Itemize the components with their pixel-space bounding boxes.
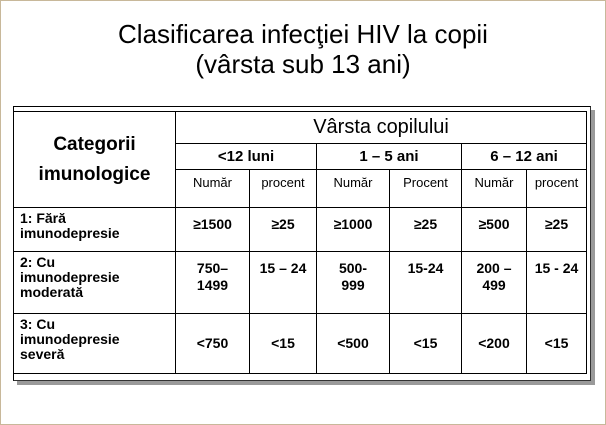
category-header	[14, 112, 176, 208]
value-cell: <15	[250, 314, 317, 374]
age-group-under-12-months: <12 luni	[176, 144, 317, 170]
value-cell	[176, 252, 250, 314]
value-cell	[317, 252, 390, 314]
value-line: 750–	[196, 260, 229, 276]
table-row	[14, 314, 587, 374]
value-cell: <500	[317, 314, 390, 374]
value-cell: <15	[390, 314, 462, 374]
row-label-line: moderată	[20, 284, 84, 300]
category-header-line-2: imunologice	[38, 163, 151, 185]
value-line: 200 –	[476, 260, 512, 276]
value-cell	[462, 252, 527, 314]
row-label-line: imunodepresie	[20, 225, 120, 241]
value-cell: ≥500	[462, 208, 527, 252]
value-cell: ≥25	[390, 208, 462, 252]
value-line: 15-24	[407, 260, 444, 276]
subheader-cell: Număr	[176, 170, 250, 208]
table-row	[14, 252, 587, 314]
subheader-cell: procent	[527, 170, 587, 208]
value-cell: ≥25	[527, 208, 587, 252]
value-line: 1499	[196, 277, 229, 293]
subheader-cell: Număr	[462, 170, 527, 208]
row-label-line: severă	[20, 346, 65, 362]
value-cell: <750	[176, 314, 250, 374]
row-label	[14, 252, 176, 314]
value-cell: ≥1500	[176, 208, 250, 252]
row-label-line: imunodepresie	[20, 269, 120, 285]
row-label	[14, 208, 176, 252]
title-line-1: Clasificarea infecţiei HIV la copii	[118, 19, 488, 49]
category-header-line-1: Categorii	[53, 133, 136, 155]
value-cell: <15	[527, 314, 587, 374]
title-line-2: (vârsta sub 13 ani)	[195, 49, 411, 79]
value-line: 999	[341, 277, 365, 293]
value-cell: ≥1000	[317, 208, 390, 252]
classification-table	[13, 111, 587, 374]
value-cell: <200	[462, 314, 527, 374]
value-cell	[527, 252, 587, 314]
value-cell	[390, 252, 462, 314]
age-group-6-12-years: 6 – 12 ani	[462, 144, 587, 170]
row-label-line: 3: Cu	[20, 316, 55, 332]
subheader-cell: Număr	[317, 170, 390, 208]
row-label-line: 1: Fără	[20, 210, 66, 226]
age-header: Vârsta copilului	[176, 112, 587, 144]
row-label-line: imunodepresie	[20, 331, 120, 347]
subheader-cell: procent	[250, 170, 317, 208]
slide-title	[1, 19, 605, 79]
subheader-cell: Procent	[390, 170, 462, 208]
row-label-line: 2: Cu	[20, 254, 55, 270]
table-row	[14, 208, 587, 252]
age-group-1-5-years: 1 – 5 ani	[317, 144, 462, 170]
value-line: 15 – 24	[259, 260, 307, 276]
value-line: 500-	[338, 260, 368, 276]
value-cell: ≥25	[250, 208, 317, 252]
row-label	[14, 314, 176, 374]
value-line: 15 - 24	[534, 260, 579, 276]
value-line: 499	[482, 277, 506, 293]
value-cell	[250, 252, 317, 314]
